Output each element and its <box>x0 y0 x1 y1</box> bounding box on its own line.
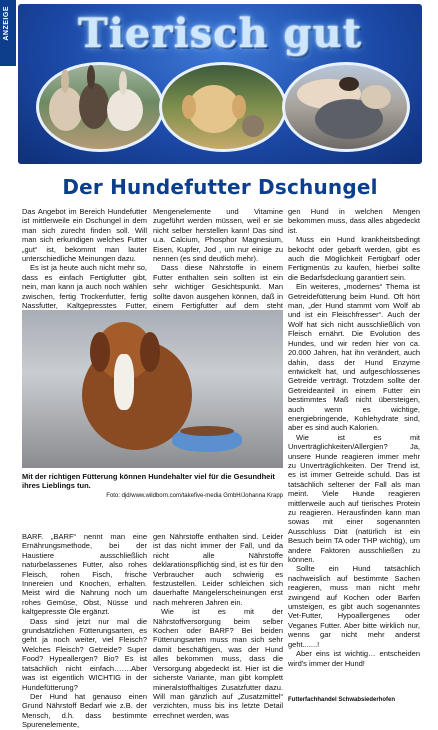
section-tab-label: ANZEIGE <box>3 6 10 41</box>
paragraph: Das Angebot im Bereich Hundefutter ist mittlerweile ein Dschungel in dem man sich zurecht finden soll. Will man sich erkundigen welches Futter „gut“ ist, bekommt man lauter unterschiedliche Meinungen dazu. <box>22 207 147 264</box>
article-headline: Der Hundefutter Dschungel <box>62 175 378 199</box>
article-column-1 <box>22 207 147 320</box>
article-column-3 <box>288 207 420 668</box>
article-column-2-lower <box>153 532 283 720</box>
paragraph: Wie ist es mit Unverträglichkeiten/Allergien? Ja, unsere Hunde reagieren immer mehr zu Unverträglichkeiten. Der Trend ist, es ist immer Getreide schuld. Das ist tatsächlich seltener der Fall als man meint. Viele Hunde reagieren mittlerweile auch auf tierisches Protein zu reagieren. Herausfinden kann man sowas mit einer sogenannten Ausschluss Diät (natürlich ist ein Besuch beim TA oder THP wichtig), um andere Faktoren ausschließen zu können. <box>288 432 420 565</box>
photo-caption: Mit der richtigen Fütterung können Hundehalter viel für die Gesundheit ihres Lieblings tun. <box>22 472 275 490</box>
paragraph: Wie ist es mit der Nährstoffversorgung beim selber Kochen oder BARF? Bei beiden Fütterungsarten muss man sich sehr damit beschäftigen, was der Hund alles bekommen muss, dass die Versorgung abgedeckt ist. Hier ist die sicherste Variante, man gibt komplett mineralstoffhaltiges Zusatzfutter dazu. Will man gänzlich auf „Zusatzmittel“ verzichten, muss bis ins letzte Detail errechnet werden, was <box>153 607 283 720</box>
sleeping-man-pets-photo <box>282 62 410 152</box>
paragraph: Dass diese Nährstoffe in einem Futter enthalten sein sollten ist ein sehr wichtiger Gesichtspunkt. Man sollte davon ausgehen können, daß in einem Fertigfutter auf dem steht <box>153 263 283 311</box>
paragraph: Der Hund hat genauso einen Grund Nährstoff Bedarf wie z.B. der Mensch, d.h. dass bestimmte Spurenelemente, <box>22 691 147 730</box>
rabbits-photo <box>36 62 164 152</box>
paragraph: BARF. „BARF“ nennt man eine Ernährungsmethode, bei der Haustiere ausschließlich naturbelassenes Futter, also rohes Fleisch, rohen Fisch, frische Innereien und Knochen, erhalten. Meist wird die Nahrung noch um rohes Gemüse, Obst, Nüsse und kaltgepresste Öle ergänzt. <box>22 532 147 617</box>
photo-credit: Foto: djd/www.wildborn.com/takefive-media GmbH/Johanna Krapp <box>106 493 283 499</box>
banner <box>18 4 422 164</box>
article-column-2 <box>153 207 283 320</box>
paragraph: Ein weiteres, „modernes“ Thema ist Getreidefütterung beim Hund. Oft hört man, „der Hund stammt vom Wolf ab und ist ein Fleischfresser“. Auch der Wolf hat sich nicht ausschließlich von Fleisch ernährt. Die Evolution des Hundes, und wir reden hier von ca. 20.000 Jahren, hat ihn verändert, auch dahin, dass der Hund Enzyme entwickelt hat, und aufgeschlossenes Getreide verträgt. Trotzdem sollte der Getreideanteil in einem Futter ein bestimmtes Maß nicht übersteigen, auch wenn es wichtige, energiebringende, Kohlehydrate sind, aber es sind auch Kalorien. <box>288 282 420 433</box>
puppy-kitten-photo <box>159 62 287 152</box>
paragraph: Aber eins ist wichtig… entscheiden wird's immer der Hund! <box>288 649 420 668</box>
paragraph: gen Hund in welchen Mengen bekommen muss, dass alles abgedeckt ist. <box>288 207 420 235</box>
dog-with-food-bowl-photo <box>22 310 283 468</box>
paragraph: Dass sind jetzt nur mal die grundsätzlichen Fütterungsarten, es geht ja noch weiter, viel Fleisch? Welches Fleisch? Getreide? Super Food? Hypeallergen? Bio? Es ist tatsächlich nicht einfach…….Aber was ist eigentlich WICHTIG in der Hundefütterung? <box>22 616 147 692</box>
banner-title: Tierisch gut <box>77 10 363 57</box>
paragraph: gen Nährstoffe enthalten sind. Leider ist das nicht immer der Fall, und da nicht alle Nährstoffe deklarationspflichtig sind, ist es für den Verbraucher auch schwierig es festzustellen. Leider schleichen sich dauerhafte Mangelerscheinungen erst nach mehreren Jahren ein. <box>153 532 283 607</box>
section-tab <box>0 0 16 66</box>
paragraph: Es ist ja heute auch nicht mehr so, dass es einfach Fertigfutter gibt, nein, man kann ja auch noch wählen zwischen, fertig Trockenfutter, fertig Nassfutter, Kaltgepresstes Futter, <box>22 263 147 311</box>
article-column-1-lower <box>22 532 147 730</box>
paragraph: Muss ein Hund krankheitsbedingt bekocht oder gebarft werden, gibt es auch die Möglichkeit Fertigbarf oder Fertigmenüs zu kaufen, hierbei sollte die Bedarfsdeckung garantiert sein. <box>288 235 420 282</box>
paragraph: Sollte ein Hund tatsächlich nachweislich auf bestimmte Sachen reagieren, muss man nicht mehr zwingend auf Kochen oder Barfen umsteigen, es gibt auch sogenanntes Vet-Futter, Hypoallergenes oder Veganes Futter. Aber bitte wirklich nur, wenns gar nicht mehr anderst geht.......! <box>288 564 420 649</box>
paragraph: Mengenelemente und Vitamine zugeführt werden müssen, weil er sie nicht selber herstellen kann! Das sind u.a. Calcium, Phosphor Magnesium, Eisen, Kupfer, Jod , um nur einige zu nennen (es sind deutlich mehr). <box>153 207 283 264</box>
footer-note: Futterfachhandel Schwabsiederhofen <box>288 697 396 703</box>
